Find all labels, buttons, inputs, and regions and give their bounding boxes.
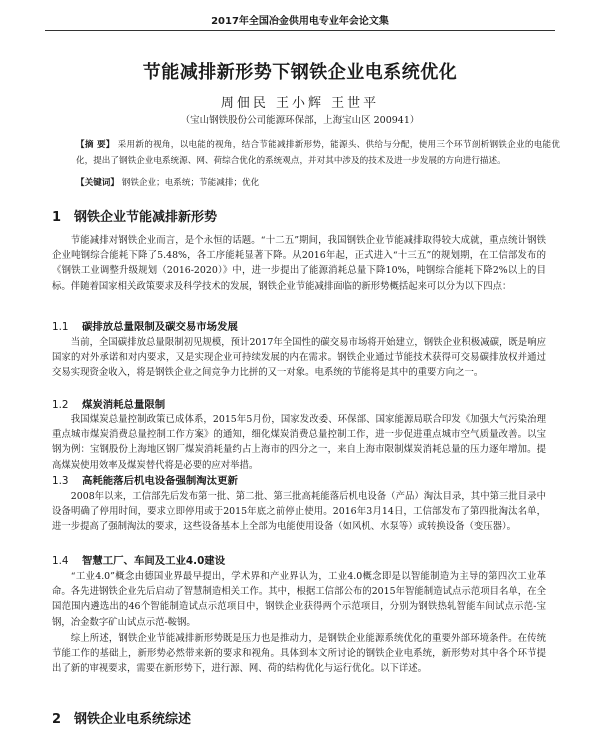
paper-title: 节能减排新形势下钢铁企业电系统优化 (142, 62, 458, 83)
header-rule (45, 30, 555, 31)
abstract-label: 【摘 要】 (76, 140, 115, 150)
subsection-heading-1-3 (52, 472, 238, 487)
subsection-number: 1.1 (52, 321, 69, 333)
subsection-number: 1.3 (52, 475, 69, 487)
subsection-paragraph: “工业4.0”概念由德国业界最早提出，学术界和产业界认为，工业4.0概念即是以智能制造为主导的第四次工业革命。各先进钢铁企业先后启动了智慧制造相关工作。其中，根据工信部公布的2015年智能制造试点示范项目名单，在全国范围内遴选出的46个智能制造试点示范项目中，钢铁企业获得两个示范项目，分别为钢铁热轧智能车间试点示范-宝钢，冶金数字矿山试点示范-鞍钢。 (52, 571, 546, 628)
subsection-heading-1-4 (52, 552, 225, 567)
keywords (76, 176, 560, 188)
subsection-number: 1.4 (52, 555, 69, 567)
subsection-title: 煤炭消耗总量限制 (82, 399, 166, 411)
paper-affiliation: （宝山钢铁股份公司能源环保部，上海宝山区 200941） (180, 115, 420, 126)
subsection-paragraph: 当前，全国碳排放总量限制初见规模，预计2017年全国性的碳交易市场将开始建立，钢铁企业积极减碳，既是响应国家的对外承诺和对内要求，又是实现企业可持续发展的内在需求。钢铁企业通过节能技术获得可交易碳排放权并通过交易实现资金收入，将是钢铁企业之间竞争力比拼的又一对象。电系统的节能将是其中的重要方向之一。 (52, 337, 546, 379)
paper-authors: 周佃民 王小辉 王世平 (220, 96, 380, 111)
subsection-paragraph: 2008年以来，工信部先后发布第一批、第二批、第三批高耗能落后机电设备（产品）淘汰目录，其中第三批目录中设备明确了停用时间，要求立即停用或于2015年底之前停止使用。2016年3月14日，工信部发布了第四批淘汰名单，进一步提高了强制淘汰的要求，这些设备基本上全部为电能使用设备（如风机、水泵等）或转换设备（变压器）。 (52, 491, 546, 533)
subsection-title: 高耗能落后机电设备强制淘汰更新 (82, 475, 238, 487)
subsection-heading-1-2 (52, 396, 165, 411)
subsection-body-1-3 (52, 489, 546, 535)
subsection-title: 智慧工厂、车间及工业4.0建设 (82, 555, 226, 567)
section-heading-2 (52, 708, 191, 727)
summary-paragraph-block (52, 631, 546, 677)
intro-paragraph: 节能减排对钢铁企业而言，是个永恒的话题。“十二五”期间，我国钢铁企业节能减排取得较大成就，重点统计钢铁企业吨钢综合能耗下降了5.48%，各工序能耗显著下降。从2016年起，正式进入“十三五”的规划期，在工信部发布的《钢铁工业调整升级规划（2016-2020）》中，进一步提出了能源消耗总量下降10%，吨钢综合能耗下降2%以上的目标。伴随着国家相关政策要求及科学技术的发展，钢铁企业节能减排面临的新形势概括起来可以分为以下四点： (52, 235, 546, 292)
section-number: 1 (52, 210, 62, 225)
keywords-label: 【关键词】 (76, 178, 119, 188)
section-title: 钢铁企业节能减排新形势 (74, 210, 218, 225)
subsection-body-1-1 (52, 335, 546, 381)
subsection-title: 碳排放总量限制及碳交易市场发展 (82, 321, 238, 333)
subsection-body-1-2 (52, 412, 546, 473)
keywords-text: 钢铁企业；电系统；节能减排；优化 (121, 178, 260, 188)
abstract (76, 138, 560, 169)
subsection-paragraph: 我国煤炭总量控制政策已成体系，2015年5月份，国家发改委、环保部、国家能源局联合印发《加强大气污染治理重点城市煤炭消费总量控制工作方案》的通知，细化煤炭消费总量控制工作，进一步促进重点城市空气质量改善。以宝钢为例：宝钢股份上海地区钢厂煤炭消耗量约占上海市的四分之一，来自上海市限制煤炭消耗总量的压力逐年增加。提高煤炭使用效率及煤炭替代将是必要的应对举措。 (52, 414, 546, 471)
section-title: 钢铁企业电系统综述 (74, 712, 192, 727)
abstract-text: 采用新的视角，以电能的视角，结合节能减排新形势，能源头、供给与分配，使用三个环节剖析钢铁企业的电能优化，提出了钢铁企业电系统源、网、荷综合优化的系统观点，并对其中涉及的技术及进一步发展的方向进行描述。 (76, 140, 561, 166)
running-header: 2017年全国冶金供用电专业年会论文集 (211, 16, 389, 27)
subsection-heading-1-1 (52, 318, 238, 333)
section-number: 2 (52, 712, 62, 727)
subsection-number: 1.2 (52, 399, 69, 411)
subsection-body-1-4 (52, 569, 546, 630)
section-heading-1 (52, 206, 217, 225)
intro-paragraph-block (52, 233, 546, 294)
summary-paragraph: 综上所述，钢铁企业节能减排新形势既是压力也是推动力，是钢铁企业能源系统优化的重要外部环境条件。在传统节能工作的基础上，新形势必然带来新的要求和视角。具体到本文所讨论的钢铁企业电系统，新形势对其中各个环节提出了新的审视要求，需要在新形势下，进行源、网、荷的结构优化与运行优化。以下详述。 (52, 633, 546, 675)
